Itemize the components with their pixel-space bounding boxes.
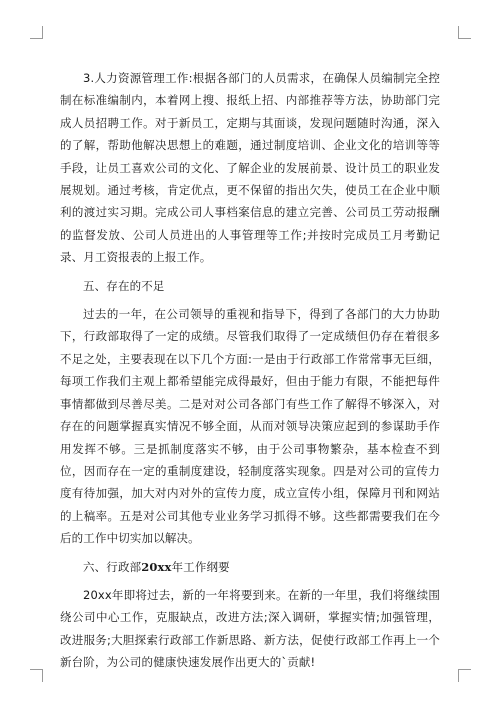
paragraph-outlook: 20xx年即将过去，新的一年将要到来。在新的一年里，我们将继续围绕公司中心工作，克服缺点，改进方法;深入调研，掌握实情;加强管理，改进服务;大胆探索行政部工作新思路、新方法，促使行政部工作再上一个新台阶，为公司的健康快速发展作出更大的`贡献!: [60, 587, 440, 670]
paragraph-shortcomings: 过去的一年，在公司领导的重视和指导下，得到了各部门的大力协助下，行政部取得了一定的成绩。尽管我们取得了一定成绩但仍存在着很多不足之处，主要表现在以下几个方面:一是由于行政部工作常常事无巨细，每项工作我们主观上都希望能完成得最好，但由于能力有限，不能把每件事情都做到尽善尽美。二是对对公司各部门有些工作了解得不够深入，对存在的问题掌握真实情况不够全面，从而对领导决策应起到的参谋助手作用发挥不够。三是抓制度落实不够，由于公司事物繁杂，基本检查不到位，因而存在一定的重制度建设，轻制度落实现象。四是对公司的宣传力度有待加强，加大对内对外的宣传力度，成立宣传小组，保障月刊和网站的上稿率。五是对公司其他专业业务学习抓得不够。这些都需要我们在今后的工作中切实加以解决。: [60, 307, 440, 546]
paragraph-hr-management: 3.人力资源管理工作:根据各部门的人员需求，在确保人员编制完全控制在标准编制内，本着网上搜、报纸上招、内部推荐等方法，协助部门完成人员招聘工作。对于新员工，定期与其面谈，发现问题随时沟通，深入的了解，帮助他解决思想上的难题，通过制度培训、企业文化的培训等等手段，让员工喜欢公司的文化、了解企业的发展前景、设计员工的职业发展规划。通过考核，肯定优点，更不保留的指出欠失，使员工在企业中顺利的渡过实习期。完成公司人事档案信息的建立完善、公司员工劳动报酬的监督发放、公司人员进出的人事管理等工作;并按时完成员工月考勤记录、月工资报表的上报工作。: [60, 71, 440, 265]
document-body: [60, 67, 440, 674]
heading-prefix: 六、行政部: [83, 559, 142, 574]
crop-mark-top-left: [30, 26, 43, 39]
section-heading-shortcomings: 五、存在的不足: [83, 278, 165, 293]
crop-mark-bottom-right: [458, 669, 471, 682]
heading-suffix: 年工作纲要: [171, 559, 230, 574]
crop-mark-top-right: [458, 26, 471, 39]
crop-mark-bottom-left: [30, 669, 43, 682]
heading-year: 20xx: [141, 559, 172, 574]
section-heading-work-outline: [60, 556, 440, 578]
